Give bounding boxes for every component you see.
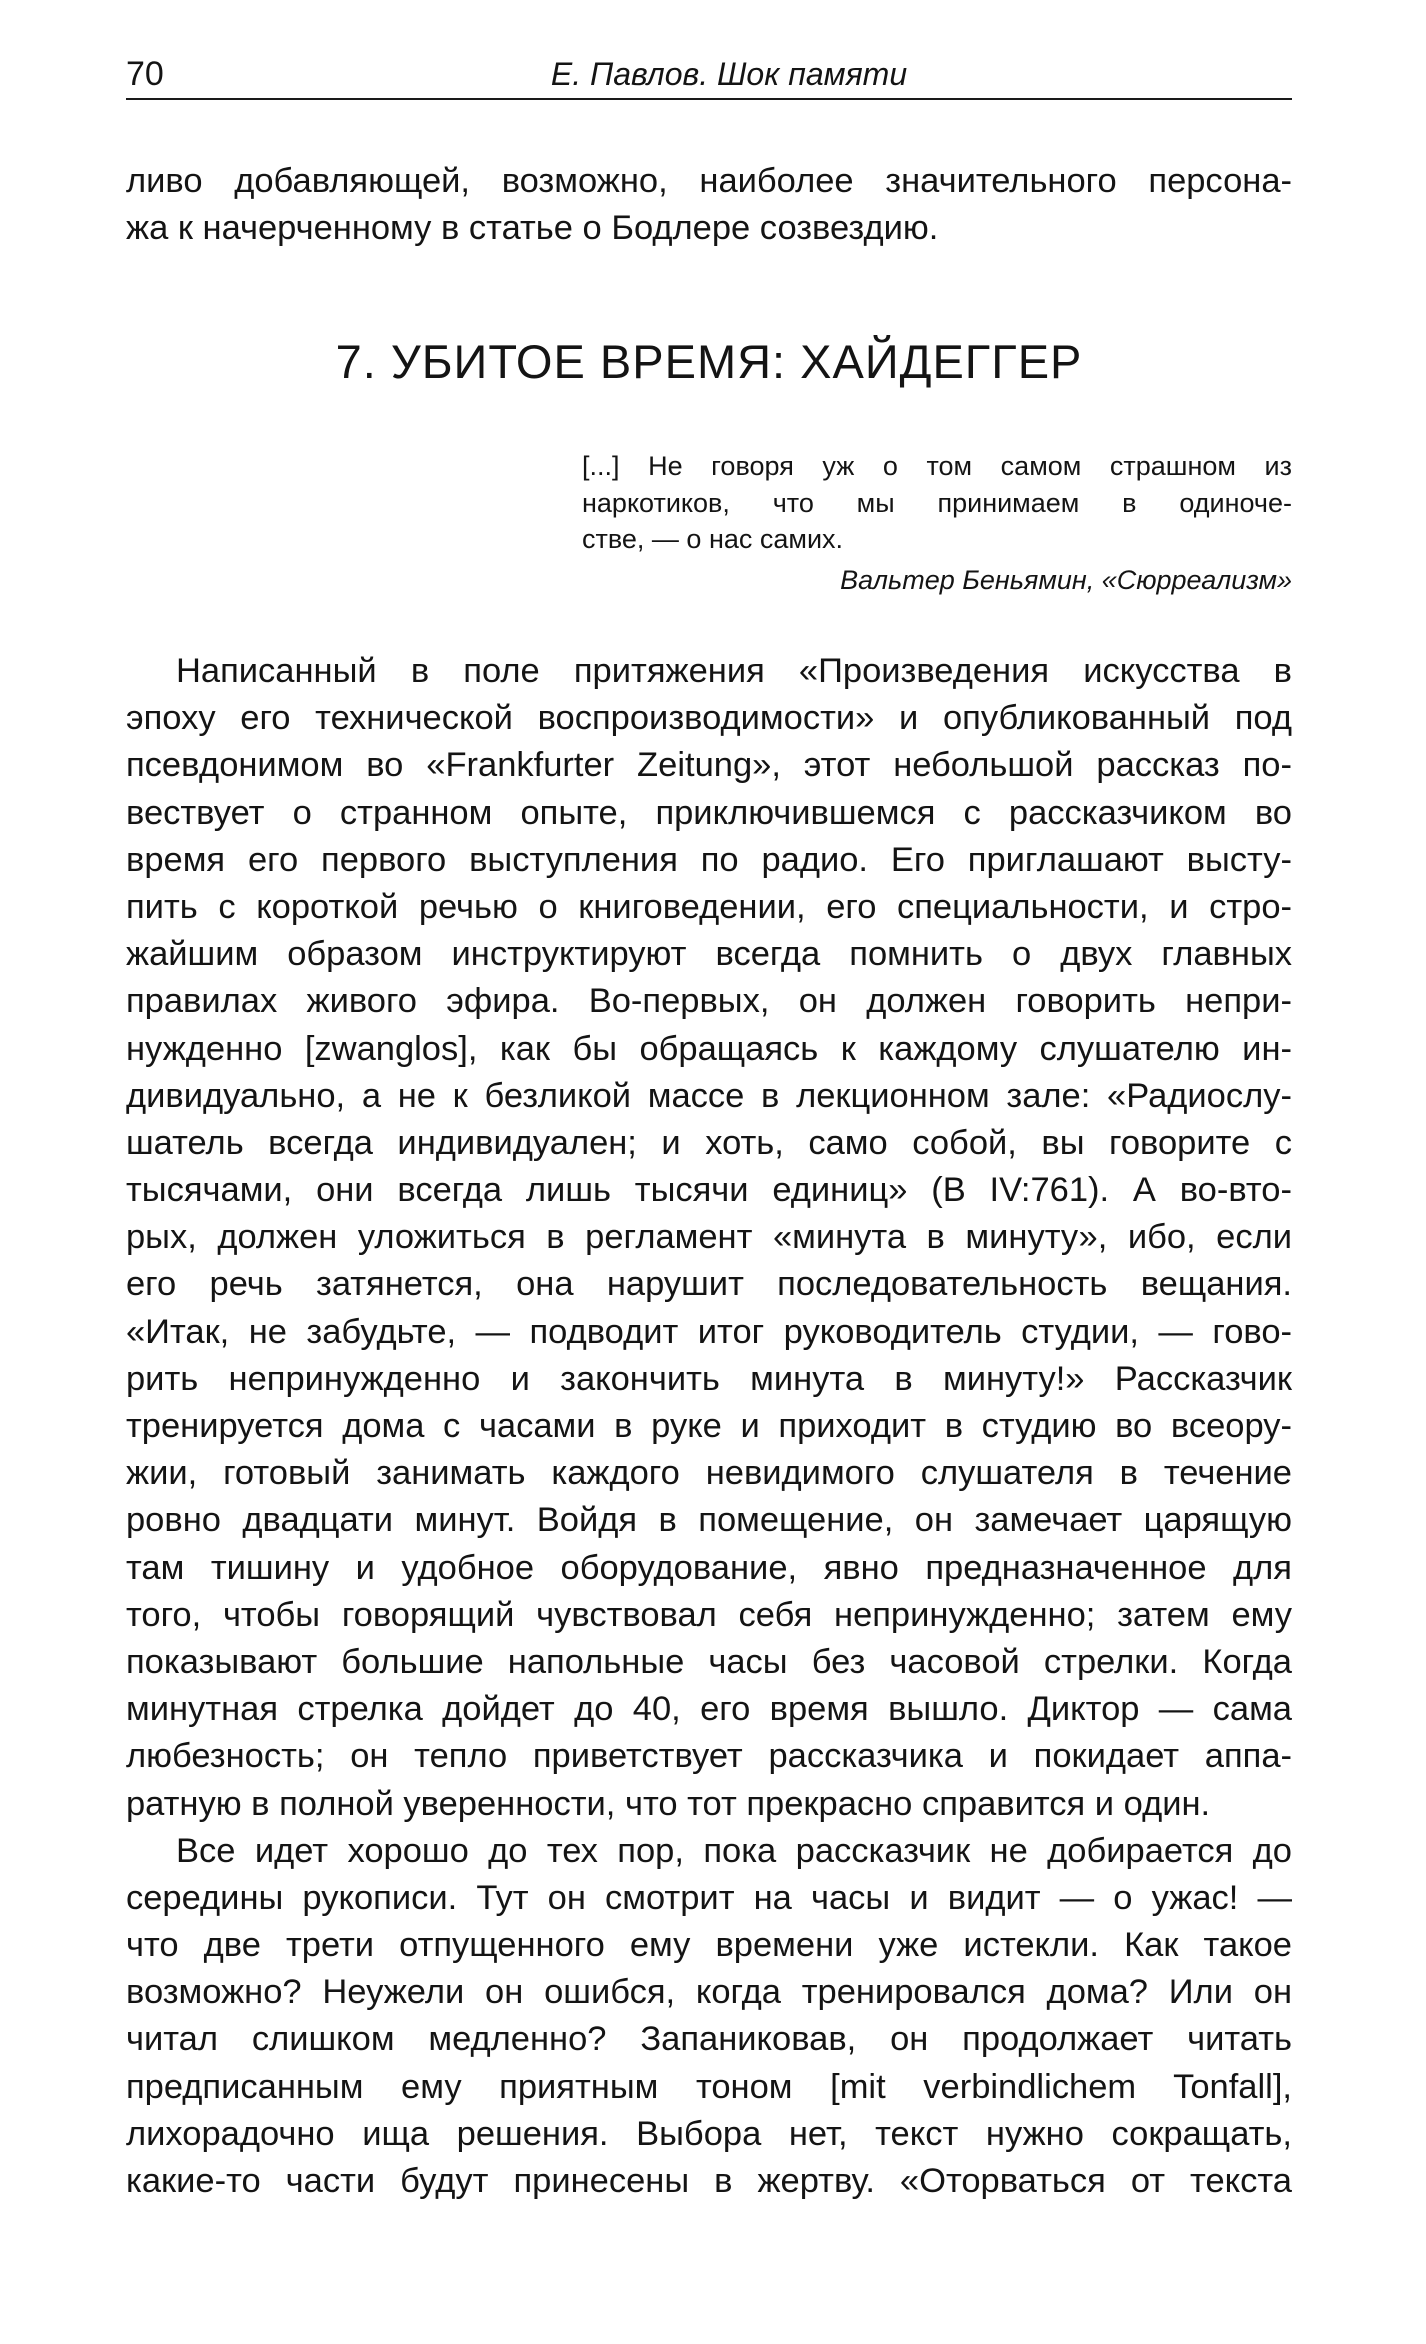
text-line: время его первого выступления по радио. Его приглашают высту- <box>126 840 1292 879</box>
text-line: жа к начерченному в статье о Бодлере созвездию. <box>126 209 939 248</box>
running-title: Е. Павлов. Шок памяти <box>550 56 908 92</box>
main-text <box>126 648 1292 2205</box>
text-line: дивидуально, а не к безликой массе в лекционном зале: «Радиослу- <box>126 1076 1292 1115</box>
text-line: эпоху его технической воспроизводимости» и опубликованный под <box>126 699 1292 738</box>
text-line: ратную в полной уверенности, что тот прекрасно справится и один. <box>126 1784 1211 1823</box>
text-line: какие-то части будут принесены в жертву. «Оторваться от текста <box>126 2162 1292 2200</box>
text-line: жии, готовый занимать каждого невидимого слушателя в течение <box>126 1454 1292 1493</box>
text-line: Все идет хорошо до тех пор, пока рассказчик не добирается до <box>176 1831 1292 1870</box>
epigraph-line: [...] Не говоря уж о том самом страшном из <box>582 451 1292 481</box>
epigraph-line: наркотиков, что мы принимаем в одиноче- <box>582 487 1292 518</box>
text-line: нужденно [zwanglos], как бы обращаясь к каждому слушателю ин- <box>126 1029 1292 1068</box>
page-number: 70 <box>126 55 164 93</box>
text-line: что две трети отпущенного ему времени уже истекли. Как такое <box>126 1926 1292 1965</box>
text-line: пить с короткой речью о книговедении, его специальности, и стро- <box>126 887 1292 926</box>
text-line: рить непринужденно и закончить минута в минуту!» Рассказчик <box>126 1359 1292 1398</box>
text-line: того, чтобы говорящий чувствовал себя непринужденно; затем ему <box>126 1595 1292 1634</box>
text-line: ровно двадцати минут. Войдя в помещение, он замечает царящую <box>126 1501 1292 1540</box>
text-line: тренируется дома с часами в руке и приходит в студию во всеору- <box>126 1407 1292 1445</box>
text-line: шатель всегда индивидуален; и хоть, само собой, вы говорите с <box>126 1123 1292 1162</box>
epigraph-attribution: Вальтер Беньямин, «Сюрреализм» <box>840 564 1292 595</box>
text-line: «Итак, не забудьте, — подводит итог руководитель студии, — гово- <box>126 1312 1292 1351</box>
text-line: ливо добавляющей, возможно, наиболее значительного персона- <box>126 162 1292 200</box>
chapter-heading: 7. УБИТОЕ ВРЕМЯ: ХАЙДЕГГЕР <box>335 335 1083 388</box>
text-line: тысячами, они всегда лишь тысячи единиц» (В IV:761). А во-вто- <box>126 1171 1292 1210</box>
text-line: возможно? Неужели он ошибся, когда тренировался дома? Или он <box>126 1973 1292 2012</box>
text-line: рых, должен уложиться в регламент «минута в минуту», ибо, если <box>126 1218 1292 1257</box>
epigraph <box>582 448 1292 598</box>
text-line: его речь затянется, она нарушит последовательность вещания. <box>126 1265 1292 1304</box>
text-line: там тишину и удобное оборудование, явно предназначенное для <box>126 1548 1292 1587</box>
text-line: читал слишком медленно? Запаниковав, он продолжает читать <box>126 2020 1292 2059</box>
text-line: Написанный в поле притяжения «Произведения искусства в <box>176 652 1292 690</box>
text-line: показывают большие напольные часы без часовой стрелки. Когда <box>126 1642 1292 1681</box>
text-line: предписанным ему приятным тоном [mit verbindlichem Tonfall], <box>126 2067 1292 2106</box>
text-line: правилах живого эфира. Во-первых, он должен говорить непри- <box>126 982 1292 1021</box>
text-line: жайшим образом инструктируют всегда помнить о двух главных <box>126 935 1292 974</box>
text-line: минутная стрелка дойдет до 40, его время вышло. Диктор — сама <box>126 1690 1292 1729</box>
continuation-paragraph <box>126 158 1292 252</box>
text-line: любезность; он тепло приветствует рассказчика и покидает аппа- <box>126 1737 1292 1776</box>
running-header <box>126 50 1292 100</box>
text-line: лихорадочно ища решения. Выбора нет, текст нужно сокращать, <box>126 2114 1292 2153</box>
text-line: вествует о странном опыте, приключившемся с рассказчиком во <box>126 793 1292 832</box>
text-line: середины рукописи. Тут он смотрит на часы и видит — о ужас! — <box>126 1878 1292 1917</box>
epigraph-line: стве, — о нас самих. <box>582 524 844 554</box>
text-line: псевдонимом во «Frankfurter Zeitung», этот небольшой рассказ по- <box>126 746 1292 785</box>
